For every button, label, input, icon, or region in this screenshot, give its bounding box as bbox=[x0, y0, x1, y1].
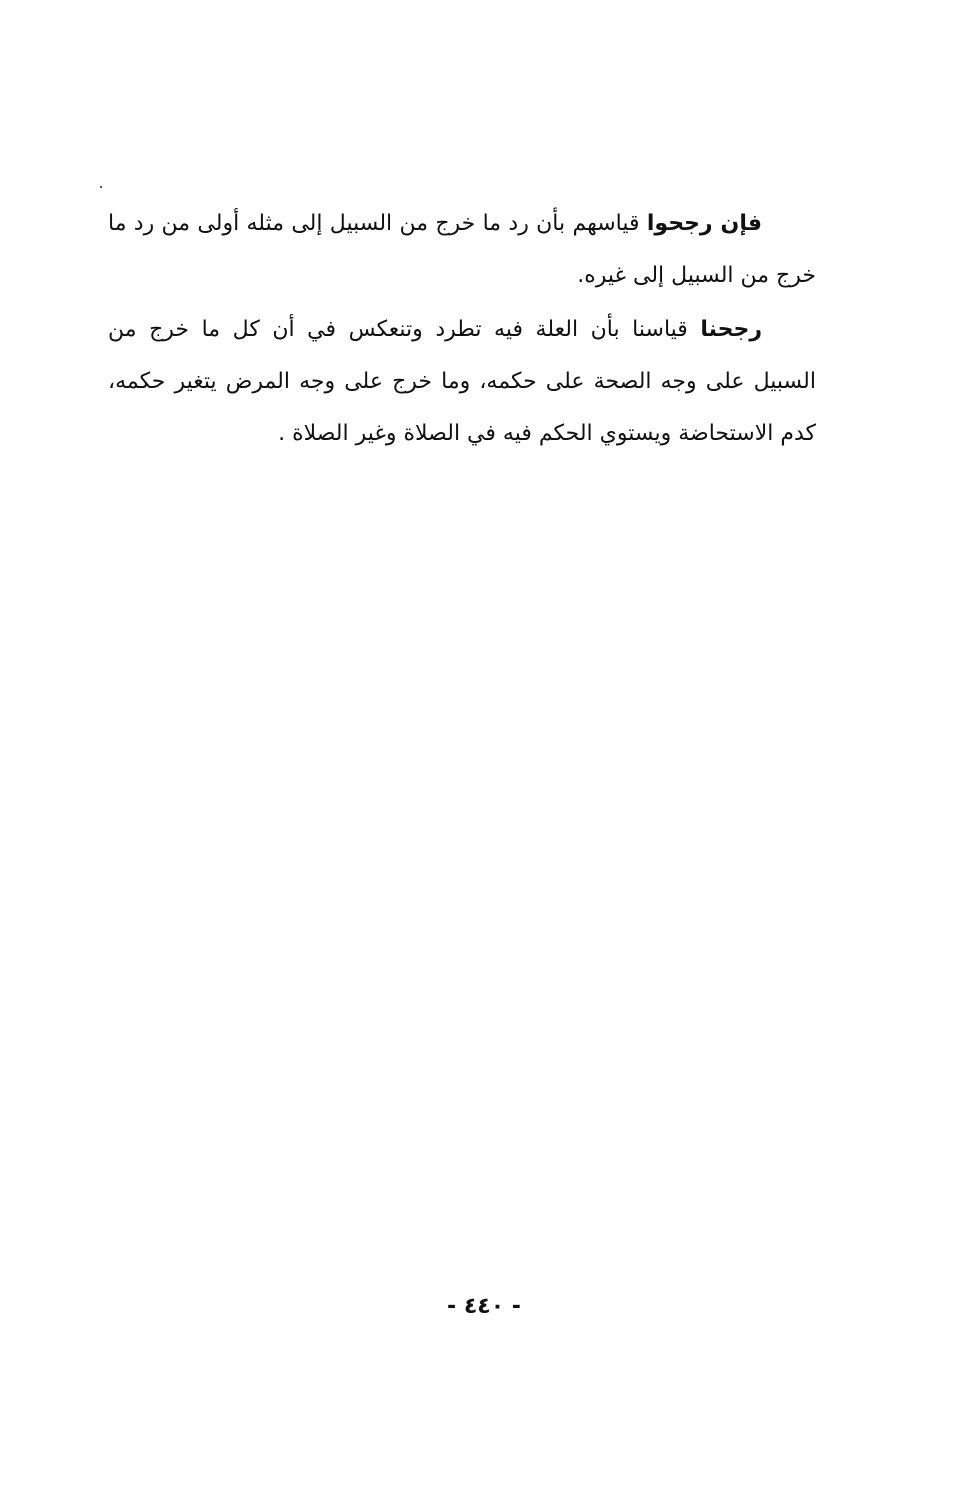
paragraph-1-body: قياسهم بأن رد ما خرج من السبيل إلى مثله أولى من رد ما خرج من السبيل إلى غيره. bbox=[108, 211, 816, 288]
paragraph-2-body: قياسنا بأن العلة فيه تطرد وتنعكس في أن كل ما خرج من السبيل على وجه الصحة على حكمه، وما خرج على وجه المرض يتغير حكمه، كدم الاستحاضة ويستوي الحكم فيه في الصلاة وغير الصلاة . bbox=[108, 317, 816, 446]
paragraph-2-lead: رجحنا bbox=[700, 317, 762, 342]
page-number: - ٤٤٠ - bbox=[447, 1294, 521, 1319]
paragraph-1-lead: فإن رجحوا bbox=[646, 211, 762, 236]
paragraph-1 bbox=[108, 198, 816, 302]
body-text bbox=[108, 198, 816, 462]
scan-speck bbox=[100, 186, 102, 188]
paragraph-2 bbox=[108, 304, 816, 460]
